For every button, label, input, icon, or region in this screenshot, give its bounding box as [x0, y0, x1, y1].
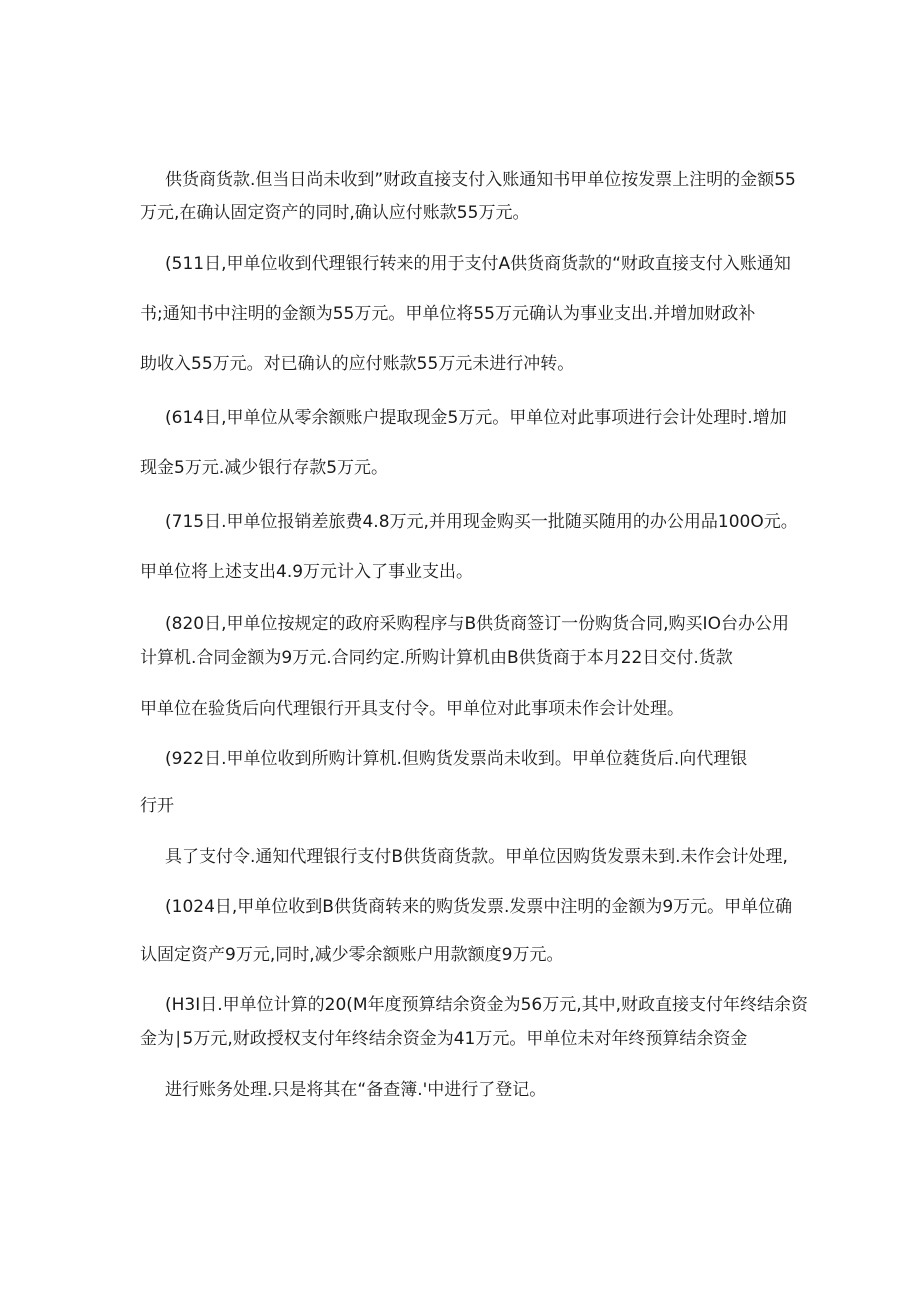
text-line-13: (922日.甲单位收到所购计算机.但购货发票尚未收到。甲单位蕤货后.向代理银: [165, 749, 748, 769]
text-line-2: 万元,在确认固定资产的同时,确认应付账款55万元。: [140, 203, 530, 223]
text-line-11: 计算机.合同金额为9万元.合同约定.所购计算机由B供货商于本月22日交付.货款: [140, 648, 733, 668]
text-line-19: 金为∣5万元,财政授权支付年终结余资金为41万元。甲单位未对年终预算结余资金: [140, 1029, 748, 1049]
text-line-17: 认固定资产9万元,同时,减少零余额账户用款额度9万元。: [140, 945, 564, 965]
text-line-12: 甲单位在验货后向代理银行开具支付令。甲单位对此事项未作会计处理。: [140, 699, 684, 719]
text-line-7: 现金5万元.减少银行存款5万元。: [140, 458, 389, 478]
text-line-3: (511日,甲单位收到代理银行转来的用于支付A供货商货款的“财政直接支付入账通知: [165, 254, 791, 274]
text-line-16: (1024日,甲单位收到B供货商转来的购货发票.发票中注明的金额为9万元。甲单位确: [165, 897, 793, 917]
text-line-10: (820日,甲单位按规定的政府采购程序与B供货商签订一份购货合同,购买IO台办公用: [165, 614, 789, 634]
text-line-4: 书;通知书中注明的金额为55万元。甲单位将55万元确认为事业支出.并增加财政补: [140, 304, 756, 324]
text-line-1: 供货商货款.但当日尚未收到”财政直接支付入账通知书甲单位按发票上注明的金额55: [165, 170, 796, 190]
text-line-20: 进行账务处理.只是将其在“备查簿.'中进行了登记。: [165, 1080, 547, 1100]
text-line-14: 行开: [140, 796, 174, 816]
text-line-18: (H3I日.甲单位计算的20(M年度预算结余资金为56万元,其中,财政直接支付年终结余资: [165, 995, 809, 1015]
text-line-9: 甲单位将上述支出4.9万元计入了事业支出。: [140, 562, 474, 582]
text-line-5: 助收入55万元。对已确认的应付账款55万元未进行冲转。: [140, 354, 575, 374]
text-line-6: (614日,甲单位从零余额账户提取现金5万元。甲单位对此事项进行会计处理时.增加: [165, 408, 787, 428]
text-line-8: (715日.甲单位报销差旅费4.8万元,并用现金购买一批随买随用的办公用品100O元。: [165, 512, 798, 532]
text-line-15: 具了支付令.通知代理银行支付B供货商货款。甲单位因购货发票未到.未作会计处理,: [165, 847, 788, 867]
